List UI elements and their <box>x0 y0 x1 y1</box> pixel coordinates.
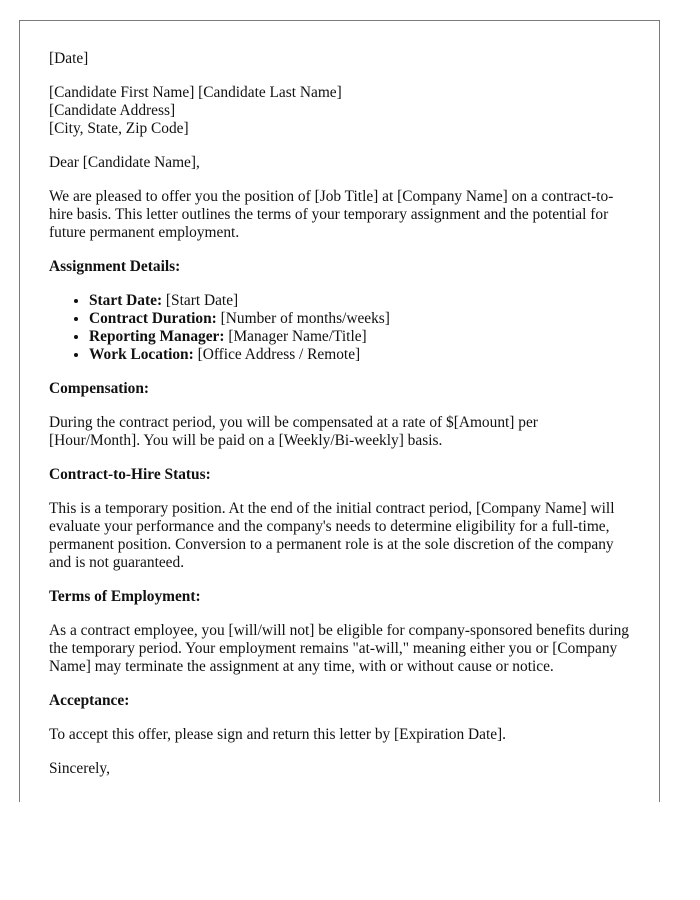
list-item-value: [Start Date] <box>162 291 239 309</box>
recipient-city-state-zip: [City, State, Zip Code] <box>49 120 189 138</box>
recipient-address: [Candidate Address] <box>49 102 176 119</box>
acceptance-heading: Acceptance: <box>49 692 130 710</box>
contract-to-hire-status-paragraph: This is a temporary position. At the end of the initial contract period, [Company Name] will evaluate your performance and the company's needs to determine eligibility for a full-time, permanent position. Conversion to a permanent role is at the sole discretion of the company and is not guaranteed. <box>49 499 615 572</box>
recipient-address-block <box>49 84 629 139</box>
list-item-value: [Office Address / Remote] <box>193 346 361 364</box>
compensation-heading: Compensation: <box>49 380 150 398</box>
list-item-label: Work Location: <box>89 346 194 364</box>
list-item-label: Contract Duration: <box>89 310 217 327</box>
list-item-contract-duration <box>89 310 629 328</box>
closing: Sincerely, <box>49 759 110 777</box>
terms-of-employment-heading: Terms of Employment: <box>49 588 201 606</box>
letter-page <box>19 20 660 802</box>
letter-date: [Date] <box>49 50 89 67</box>
list-item-work-location <box>89 346 629 364</box>
recipient-name: [Candidate First Name] [Candidate Last Name] <box>49 83 342 101</box>
list-item-start-date <box>89 292 629 310</box>
list-item-label: Reporting Manager: <box>89 328 225 346</box>
list-item-value: [Manager Name/Title] <box>224 328 367 346</box>
acceptance-paragraph: To accept this offer, please sign and return this letter by [Expiration Date]. <box>49 726 507 743</box>
intro-paragraph: We are pleased to offer you the position of [Job Title] at [Company Name] on a contract-to-hire basis. This letter outlines the terms of your temporary assignment and the potential for future permanent employment. <box>49 187 614 242</box>
assignment-details-heading: Assignment Details: <box>49 258 181 275</box>
list-item-label: Start Date: <box>89 291 163 309</box>
salutation: Dear [Candidate Name], <box>49 154 200 171</box>
list-item-reporting-manager <box>89 328 629 346</box>
compensation-paragraph: During the contract period, you will be compensated at a rate of $[Amount] per [Hour/Month]. You will be paid on a [Weekly/Bi-weekly] basis. <box>49 414 538 450</box>
contract-to-hire-status-heading: Contract-to-Hire Status: <box>49 466 211 483</box>
list-item-value: [Number of months/weeks] <box>216 310 390 327</box>
assignment-details-list <box>49 292 629 365</box>
terms-of-employment-paragraph: As a contract employee, you [will/will not] be eligible for company-sponsored benefits during the temporary period. Your employment remains "at-will," meaning either you or [Company Name] may terminate the assignment at any time, with or without cause or notice. <box>49 622 629 676</box>
